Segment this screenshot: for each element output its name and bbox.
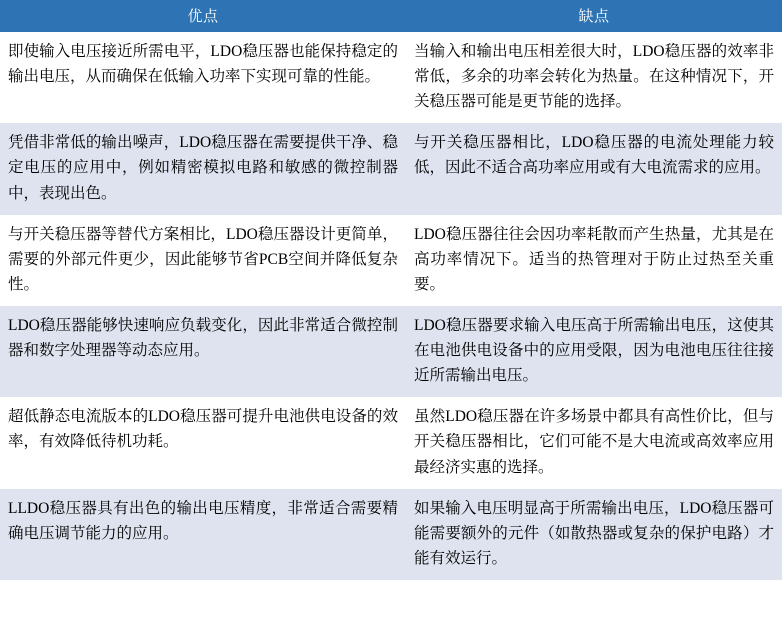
- table-row: [0, 306, 782, 397]
- table-row: [0, 215, 782, 306]
- cell-cons-text: LDO稳压器要求输入电压高于所需输出电压，这使其在电池供电设备中的应用受限，因为电池电压往往接近所需输出电压。: [414, 316, 774, 385]
- cell-pros: [0, 489, 406, 580]
- table-row: [0, 123, 782, 214]
- cell-cons-text: LDO稳压器往往会因功率耗散而产生热量，尤其是在高功率情况下。适当的热管理对于防止过热至关重要。: [414, 225, 774, 293]
- cell-pros-text: 超低静态电流版本的LDO稳压器可提升电池供电设备的效率，有效降低待机功耗。: [8, 408, 398, 451]
- cell-pros: [0, 397, 406, 488]
- table-body: [0, 32, 782, 580]
- cell-cons: [406, 397, 782, 488]
- column-header-pros: 优点: [0, 0, 406, 32]
- cell-cons: [406, 489, 782, 580]
- cell-cons: [406, 215, 782, 306]
- table-row: [0, 489, 782, 580]
- table-row: [0, 397, 782, 488]
- cell-cons: [406, 123, 782, 214]
- cell-pros-text: 与开关稳压器等替代方案相比，LDO稳压器设计更简单，需要的外部元件更少，因此能够节省PCB空间并降低复杂性。: [8, 225, 398, 293]
- cell-pros: [0, 306, 406, 397]
- cell-pros-text: LDO稳压器能够快速响应负载变化，因此非常适合微控制器和数字处理器等动态应用。: [8, 316, 398, 360]
- cell-cons: [406, 306, 782, 397]
- cell-pros-text: 即使输入电压接近所需电平，LDO稳压器也能保持稳定的输出电压，从而确保在低输入功率下实现可靠的性能。: [8, 43, 398, 86]
- cell-cons-text: 与开关稳压器相比，LDO稳压器的电流处理能力较低，因此不适合高功率应用或有大电流需求的应用。: [414, 134, 774, 177]
- cell-pros: [0, 215, 406, 306]
- cell-pros-text: LLDO稳压器具有出色的输出电压精度，非常适合需要精确电压调节能力的应用。: [8, 499, 398, 542]
- table-header-row: [0, 0, 782, 32]
- cell-cons-text: 虽然LDO稳压器在许多场景中都具有高性价比，但与开关稳压器相比，它们可能不是大电流或高效率应用最经济实惠的选择。: [414, 408, 774, 476]
- cell-cons-text: 如果输入电压明显高于所需输出电压，LDO稳压器可能需要额外的元件（如散热器或复杂的保护电路）才能有效运行。: [414, 499, 774, 567]
- cell-cons: [406, 32, 782, 123]
- cell-pros-text: 凭借非常低的输出噪声，LDO稳压器在需要提供干净、稳定电压的应用中，例如精密模拟电路和敏感的微控制器中，表现出色。: [8, 134, 398, 202]
- cell-pros: [0, 32, 406, 123]
- cell-cons-text: 当输入和输出电压相差很大时，LDO稳压器的效率非常低，多余的功率会转化为热量。在这种情况下，开关稳压器可能是更节能的选择。: [414, 43, 774, 111]
- table-row: [0, 32, 782, 123]
- table-header: [0, 0, 782, 32]
- column-header-cons: 缺点: [406, 0, 782, 32]
- cell-pros: [0, 123, 406, 214]
